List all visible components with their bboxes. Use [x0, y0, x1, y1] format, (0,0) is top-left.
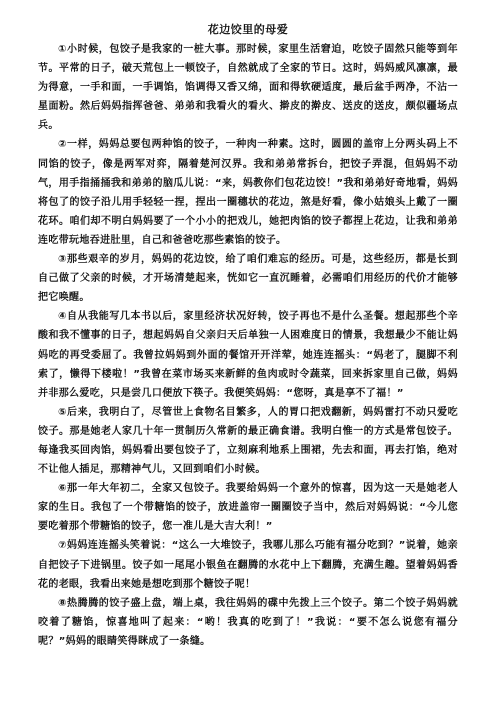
paragraph-2: [38, 135, 458, 250]
paragraph-text: 热腾腾的饺子盛上盘，端上桌，我往妈妈的碟中先拨上三个饺子。第二个饺子妈妈就咬着了糖馅，惊喜地叫了起来：“哟！我真的吃到了！”我说：“要不怎么说您有福分呢？”妈妈的眼睛笑得眯成了一条缝。: [38, 597, 458, 647]
paragraph-number: ⑦: [58, 540, 67, 552]
document-title: 花边饺里的母爱: [207, 23, 289, 36]
paragraph-text: 妈妈连连摇头笑着说：“这么一大堆饺子，我哪儿那么巧能有福分吃到？”说着，她亲自把饺子下进锅里。饺子如一尾尾小银鱼在翻腾的水花中上下翻腾，充满生趣。望着妈妈香花的老眼，我看出来她是想吃到那个糖饺子呢！: [38, 540, 458, 590]
paragraph-text: 后来，我明白了，尽管世上食物名目繁多，人的胃口把戏翻新，妈妈雷打不动只爱吃饺子。那是她老人家几十年一贯制历久常新的最正确食谱。我明白惟一的方式是常包饺子。每逢我买回肉馅，妈妈看出要包饺子了，立刻麻利地系上围裙，先去和面，再去打馅，绝对不让他人插足，那精神气儿，又回到咱们小时候。: [38, 406, 458, 476]
paragraph-5: [38, 403, 458, 479]
paragraph-3: [38, 250, 458, 307]
paragraph-text: 一样，妈妈总要包两种馅的饺子，一种肉一种素。这时，圆圆的盖帘上分两头码上不同馅的饺子，像是两军对弈，隔着楚河汉界。我和弟弟常拆台，把饺子弄混，但妈妈不动气，用手指捅捅我和弟弟的脑瓜儿说：“来，妈教你们包花边饺！”我和弟弟好奇地看，妈妈将包了的饺子沿儿用手轻轻一捏，捏出一圈穗状的花边，煞是好看，像小姑娘头上戴了一圈花环。咱们却不明白妈妈要了一个小小的把戏儿，她把肉馅的饺子都捏上花边，让我和弟弟连吃带玩地吞进肚里，自己和爸爸吃那些素馅的饺子。: [38, 139, 458, 246]
paragraph-8: [38, 594, 458, 651]
paragraph-1: [38, 40, 458, 135]
paragraph-text: 那些艰辛的岁月，妈妈的花边饺，给了咱们难忘的经历。可是，这些经历，都是长到自己做了父亲的时候，才开场清楚起来，恍如它一直沉睡着，必需咱们用经历的代价才能够把它唤醒。: [38, 254, 458, 304]
paragraph-text: 小时候，包饺子是我家的一桩大事。那时候，家里生活窘迫，吃饺子固然只能等到年节。平常的日子，破天荒包上一顿饺子，自然就成了全家的节日。这时，妈妈威风凛凛，最为得意，一手和面，一手调馅，馅调得又香又绵，面和得软硬适度，最后盆手两净，不沾一星面粉。然后妈妈指挥爸爸、弟弟和我看火的看火、擀皮的擀皮、送皮的送皮，颇似疆场点兵。: [38, 44, 458, 132]
paragraph-6: [38, 479, 458, 536]
paragraph-number: ⑧: [58, 597, 68, 609]
paragraph-number: ④: [58, 311, 68, 323]
paragraph-number: ②: [58, 139, 68, 151]
paragraph-text: 那一年大年初二，全家又包饺子。我要给妈妈一个意外的惊喜，因为这一天是她老人家的生日。我包了一个带糖馅的饺子，放进盖帘一圈圈饺子当中，然后对妈妈说：“今儿您要吃着那个带糖馅的饺子，您一准儿是大吉大利！”: [38, 483, 458, 533]
paragraph-number: ③: [58, 254, 68, 266]
paragraph-7: [38, 536, 458, 593]
paragraph-number: ⑤: [58, 406, 68, 418]
paragraph-4: [38, 307, 458, 402]
paragraph-number: ⑥: [58, 483, 68, 495]
paragraph-text: 自从我能写几本书以后，家里经济状况好转，饺子再也不是什么圣餐。想起那些个辛酸和我不懂事的日子，想起妈妈自父亲归天后单独一人困难度日的情景，我想最少不能让妈妈吃的再受委屈了。我曾拉妈妈到外面的餐馆开开洋荤，她连连摇头：“妈老了，腿脚不利索了，懒得下楼啦！”我曾在菜市场买来新鲜的鱼肉或时令蔬菜，回来拆家里自己做，妈妈并非那么爱吃，只是尝几口便放下筷子。我便笑妈妈：“您呀，真是享不了福！”: [38, 311, 458, 399]
paragraph-number: ①: [58, 44, 68, 55]
